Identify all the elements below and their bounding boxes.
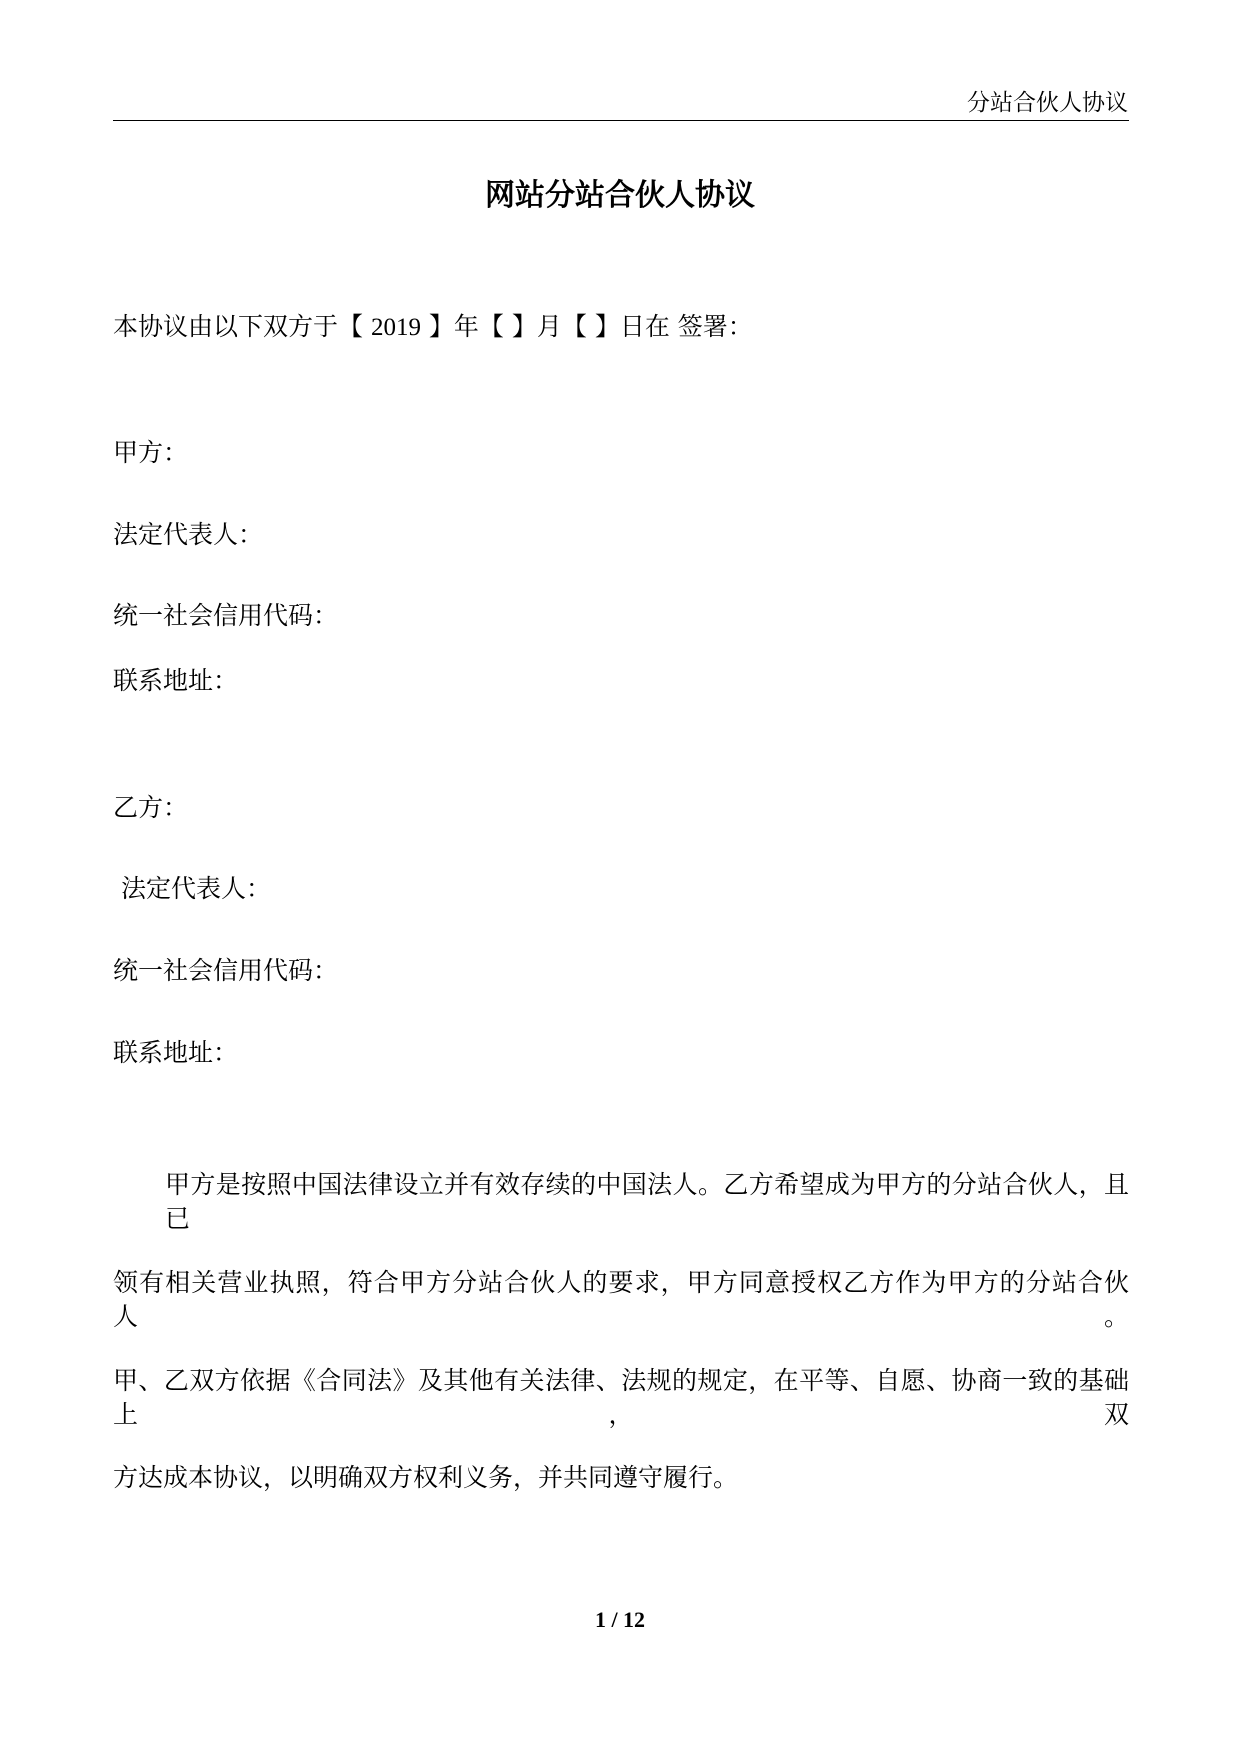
intro-line: [113, 310, 753, 345]
party-b-address: 联系地址：: [113, 1038, 239, 1067]
intro-year: 2019: [370, 314, 421, 341]
party-b-legal-rep: 法定代表人：: [113, 874, 271, 903]
party-a-legal-rep: 法定代表人：: [113, 520, 264, 549]
party-a-label: 甲方：: [113, 438, 189, 467]
intro-suffix: 】年【 】月【 】日在 签署：: [428, 312, 753, 341]
party-b-credit-code: 统一社会信用代码：: [113, 956, 339, 985]
party-a-address: 联系地址：: [113, 666, 239, 695]
body-line-4: 方达成本协议，以明确双方权利义务，并共同遵守履行。: [113, 1463, 739, 1492]
intro-prefix: 本协议由以下双方于【: [113, 312, 364, 341]
body-line-1: 甲方是按照中国法律设立并有效存续的中国法人。乙方希望成为甲方的分站合伙人，且已: [165, 1170, 1129, 1233]
header-divider: [113, 120, 1129, 121]
party-a-credit-code: 统一社会信用代码：: [113, 601, 339, 630]
party-b-label: 乙方：: [113, 793, 189, 822]
running-header: 分站合伙人协议: [967, 90, 1128, 116]
body-line-2: 领有相关营业执照，符合甲方分站合伙人的要求，甲方同意授权乙方作为甲方的分站合伙人。: [113, 1268, 1129, 1331]
page-number: 1 / 12: [594, 1607, 646, 1632]
document-title: 网站分站合伙人协议: [485, 178, 755, 213]
body-line-3: 甲、乙双方依据《合同法》及其他有关法律、法规的规定，在平等、自愿、协商一致的基础上，双: [113, 1366, 1129, 1429]
